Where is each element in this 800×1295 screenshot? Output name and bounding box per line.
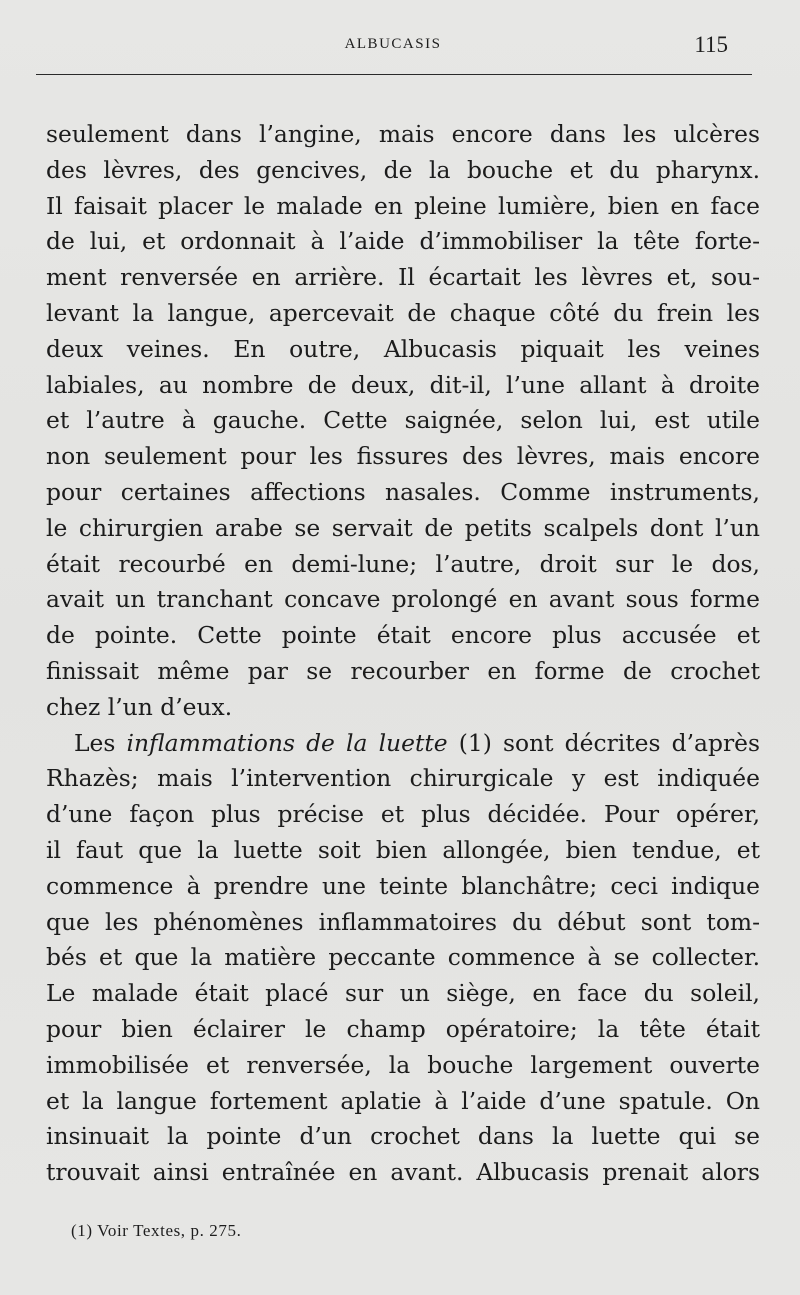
text-line: seulement dans l’angine, mais encore dans les ulcères	[46, 120, 760, 148]
line-suffix: (1) sont décrites d’après	[447, 728, 760, 757]
text-line: le chirurgien arabe se servait de petits scalpels dont l’un	[46, 513, 760, 542]
text-line: trouvait ainsi entraînée en avant. Albucasis prenait alors	[46, 1158, 760, 1187]
text-line: deux veines. En outre, Albucasis piquait les veines	[46, 334, 760, 363]
text-line: insinuait la pointe d’un crochet dans la luette qui se	[46, 1122, 760, 1151]
text-line: des lèvres, des gencives, de la bouche et du pharynx.	[46, 155, 760, 184]
text-line: et l’autre à gauche. Cette saignée, selon lui, est utile	[46, 406, 760, 435]
running-head: ALBUCASIS	[344, 36, 442, 52]
header-rule	[36, 74, 752, 75]
text-line: Il faisait placer le malade en pleine lumière, bien en face	[46, 191, 760, 220]
text-line: bés et que la matière peccante commence à se collecter.	[46, 943, 760, 972]
paragraph-2	[46, 726, 760, 1191]
paragraph-1	[46, 117, 760, 726]
text-line: et la langue fortement aplatie à l’aide d’une spatule. On	[46, 1086, 760, 1115]
text-line: immobilisée et renversée, la bouche largement ouverte	[46, 1050, 760, 1079]
text-line: non seulement pour les fissures des lèvres, mais encore	[46, 442, 760, 471]
text-line: chez l’un d’eux.	[46, 692, 233, 721]
text-line: de lui, et ordonnait à l’aide d’immobiliser la tête forte-	[46, 227, 760, 256]
text-line: levant la langue, apercevait de chaque côté du frein les	[46, 298, 760, 327]
text-line: que les phénomènes inflammatoires du début sont tom-	[46, 907, 760, 936]
text-line	[46, 726, 760, 762]
text-line: d’une façon plus précise et plus décidée. Pour opérer,	[46, 800, 760, 829]
text-line: de pointe. Cette pointe était encore plus accusée et	[46, 621, 760, 650]
text-line: Rhazès; mais l’intervention chirurgicale y est indiquée	[46, 764, 760, 793]
text-line: pour certaines affections nasales. Comme instruments,	[46, 477, 760, 506]
text-line: Le malade était placé sur un siège, en face du soleil,	[46, 979, 760, 1008]
text-line: avait un tranchant concave prolongé en avant sous forme	[46, 585, 760, 614]
text-line: pour bien éclairer le champ opératoire; la tête était	[46, 1014, 760, 1043]
text-line: était recourbé en demi-lune; l’autre, droit sur le dos,	[46, 549, 760, 578]
page-header	[36, 33, 750, 63]
text-line: commence à prendre une teinte blanchâtre; ceci indique	[46, 871, 760, 900]
line-prefix: Les	[74, 728, 127, 757]
body-text	[46, 117, 760, 1191]
text-line: il faut que la luette soit bien allongée, bien tendue, et	[46, 835, 760, 864]
text-line: finissait même par se recourber en forme de crochet	[46, 656, 760, 685]
footnote: (1) Voir Textes, p. 275.	[71, 1221, 242, 1240]
text-line: labiales, au nombre de deux, dit-il, l’une allant à droite	[46, 370, 760, 399]
text-line: ment renversée en arrière. Il écartait les lèvres et, sou-	[46, 263, 760, 292]
italic-term: inflammations de la luette	[126, 728, 448, 757]
page-number: 115	[694, 32, 728, 57]
